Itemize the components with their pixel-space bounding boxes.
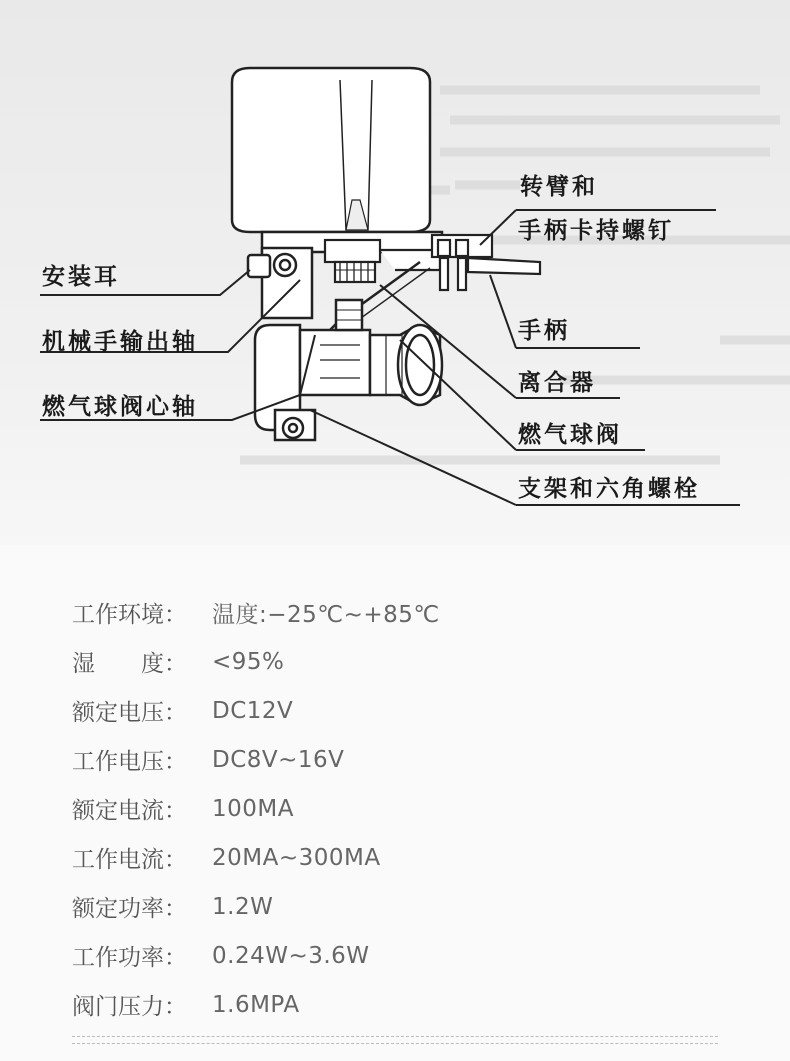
spec-row-valve-pressure — [72, 980, 752, 1029]
spec-value: DC8V~16V — [212, 746, 345, 773]
spec-key: 工作电压： — [72, 749, 187, 775]
label-handle: 手柄 — [518, 318, 570, 344]
spec-key: 额定电压： — [72, 700, 187, 726]
spec-key: 工作环境： — [72, 602, 187, 628]
label-bracket-bolt: 支架和六角螺栓 — [518, 476, 700, 502]
spec-row-rated-voltage — [72, 686, 752, 735]
spec-key: 工作电流： — [72, 847, 187, 873]
label-output-shaft: 机械手输出轴 — [42, 329, 198, 355]
actuator-housing — [232, 68, 430, 232]
spec-key: 工作功率： — [72, 945, 187, 971]
label-mounting-ear: 安装耳 — [42, 264, 120, 290]
spec-value: 0.24W~3.6W — [212, 942, 370, 969]
spec-key: 额定功率： — [72, 896, 187, 922]
output-shaft — [325, 240, 380, 282]
ball-valve — [255, 300, 442, 440]
spec-value: 100MA — [212, 795, 294, 822]
spec-row-rated-power — [72, 882, 752, 931]
label-valve-core-shaft: 燃气球阀心轴 — [42, 394, 198, 420]
spec-value: 1.2W — [212, 893, 274, 920]
spec-key: 湿 度： — [72, 651, 187, 677]
spec-list — [72, 588, 752, 1029]
spec-row-working-voltage — [72, 735, 752, 784]
spec-row-working-current — [72, 833, 752, 882]
label-handle-screw: 手柄卡持螺钉 — [518, 218, 674, 244]
spec-row-humidity — [72, 637, 752, 686]
spec-key: 额定电流： — [72, 798, 187, 824]
spec-value: 1.6MPA — [212, 991, 300, 1018]
spec-row-working-power — [72, 931, 752, 980]
label-clutch: 离合器 — [518, 370, 596, 396]
spec-value: 20MA~300MA — [212, 844, 381, 871]
label-arm: 转臂和 — [520, 174, 598, 200]
spec-value: DC12V — [212, 697, 294, 724]
spec-value: <95% — [212, 648, 285, 675]
spec-value: 温度:−25℃~+85℃ — [212, 602, 440, 628]
spec-key: 阀门压力： — [72, 994, 187, 1020]
dashed-divider — [72, 1036, 718, 1044]
label-ball-valve: 燃气球阀 — [518, 422, 622, 448]
spec-row-environment — [72, 588, 752, 637]
spec-row-rated-current — [72, 784, 752, 833]
